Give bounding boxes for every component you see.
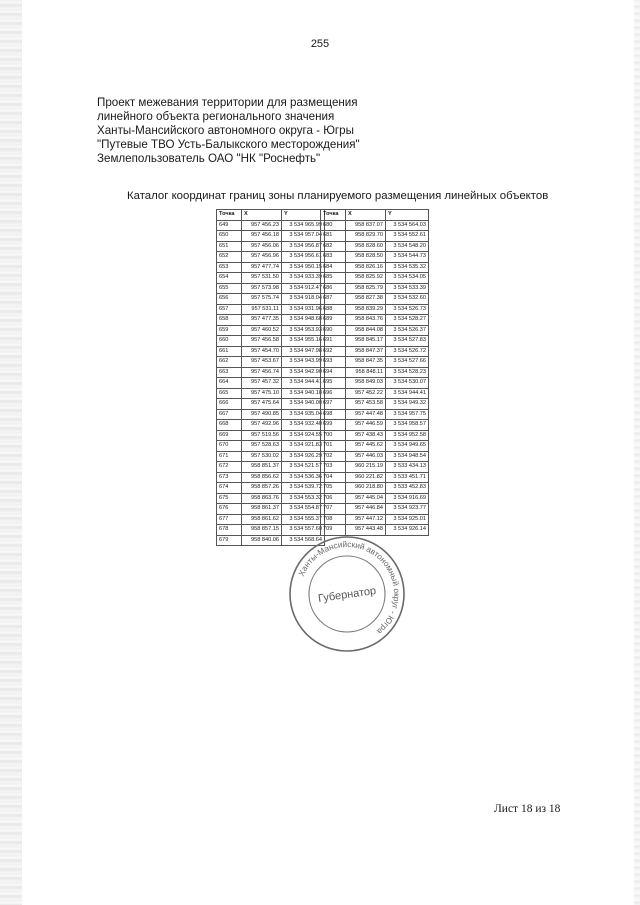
y-coordinate-cell: 3 534 564.03 [386,220,429,231]
table-row [217,262,325,273]
point-number-cell: 652 [217,252,242,263]
x-coordinate-cell: 957 456.96 [242,252,282,263]
point-number-cell: 670 [217,441,242,452]
x-coordinate-cell: 957 453.58 [346,399,386,410]
y-coordinate-cell: 3 534 935.04 [282,409,325,420]
y-coordinate-cell: 3 534 949.32 [386,399,429,410]
point-number-cell: 683 [321,252,346,263]
x-coordinate-cell: 957 530.02 [242,451,282,462]
point-number-cell: 681 [321,231,346,242]
table-row [321,451,429,462]
y-coordinate-cell: 3 534 552.61 [386,231,429,242]
table-row [321,378,429,389]
x-coordinate-cell: 960 221.82 [346,472,386,483]
x-coordinate-cell: 958 857.15 [242,525,282,536]
x-coordinate-cell: 958 849.03 [346,378,386,389]
point-number-cell: 665 [217,388,242,399]
table-row [217,283,325,294]
catalog-title: Каталог координат границ зоны планируемого размещения линейных объектов [127,190,549,202]
point-number-cell: 677 [217,514,242,525]
table-row [321,388,429,399]
x-coordinate-cell: 957 446.84 [346,504,386,515]
x-coordinate-cell: 957 477.74 [242,262,282,273]
x-coordinate-cell: 958 847.37 [346,346,386,357]
x-coordinate-cell: 957 492.96 [242,420,282,431]
y-coordinate-cell: 3 534 534.05 [386,273,429,284]
point-number-cell: 704 [321,472,346,483]
y-coordinate-cell: 3 534 957.04 [282,231,325,242]
table-row [217,336,325,347]
x-coordinate-cell: 957 446.59 [346,420,386,431]
x-coordinate-cell: 957 445.62 [346,441,386,452]
x-coordinate-cell: 957 456.18 [242,231,282,242]
y-coordinate-cell: 3 534 950.15 [282,262,325,273]
header-line: Землепользователь ОАО "НК "Роснефть" [97,152,321,165]
point-number-cell: 651 [217,241,242,252]
table-row [321,441,429,452]
point-number-cell: 672 [217,462,242,473]
table-row [217,388,325,399]
y-coordinate-cell: 3 534 557.60 [282,525,325,536]
y-coordinate-cell: 3 534 949.65 [386,441,429,452]
table-row [321,304,429,315]
x-coordinate-cell: 957 475.10 [242,388,282,399]
y-coordinate-cell: 3 534 943.99 [282,357,325,368]
x-coordinate-cell: 958 863.76 [242,493,282,504]
column-header-x: X [242,210,282,221]
x-coordinate-cell: 957 454.70 [242,346,282,357]
table-row [217,346,325,357]
coordinates-table-left [216,209,325,546]
table-row [321,462,429,473]
y-coordinate-cell: 3 534 925.01 [386,514,429,525]
y-coordinate-cell: 3 534 527.83 [386,336,429,347]
table-row [217,367,325,378]
y-coordinate-cell: 3 534 931.96 [282,304,325,315]
y-coordinate-cell: 3 534 526.73 [386,304,429,315]
seal-ring-text: Ханты-Мансийский автономный округ - Югра [296,539,402,636]
point-number-cell: 669 [217,430,242,441]
column-header-y: Y [386,210,429,221]
point-number-cell: 666 [217,399,242,410]
x-coordinate-cell: 957 531.50 [242,273,282,284]
point-number-cell: 706 [321,493,346,504]
table-row [321,409,429,420]
point-number-cell: 680 [321,220,346,231]
y-coordinate-cell: 3 533 434.13 [386,462,429,473]
x-coordinate-cell: 958 828.60 [346,241,386,252]
point-number-cell: 691 [321,336,346,347]
point-number-cell: 692 [321,346,346,357]
y-coordinate-cell: 3 534 944.41 [282,378,325,389]
page-number: 255 [310,38,330,50]
point-number-cell: 690 [321,325,346,336]
x-coordinate-cell: 957 447.48 [346,409,386,420]
x-coordinate-cell: 958 861.62 [242,514,282,525]
table-row [321,325,429,336]
column-header-y: Y [282,210,325,221]
header-line: Проект межевания территории для размещения [97,96,358,109]
table-row [217,273,325,284]
x-coordinate-cell: 957 531.11 [242,304,282,315]
table-header-row [217,210,325,221]
y-coordinate-cell: 3 534 916.69 [386,493,429,504]
table-row [217,514,325,525]
table-row [217,409,325,420]
x-coordinate-cell: 957 456.74 [242,367,282,378]
table-row [321,262,429,273]
point-number-cell: 657 [217,304,242,315]
table-row [321,315,429,326]
x-coordinate-cell: 957 456.58 [242,336,282,347]
table-row [217,441,325,452]
point-number-cell: 649 [217,220,242,231]
y-coordinate-cell: 3 534 921.83 [282,441,325,452]
y-coordinate-cell: 3 534 932.40 [282,420,325,431]
point-number-cell: 674 [217,483,242,494]
y-coordinate-cell: 3 534 532.60 [386,294,429,305]
x-coordinate-cell: 958 847.35 [346,357,386,368]
point-number-cell: 698 [321,409,346,420]
sheet-number-label: Лист 18 из 18 [494,803,561,815]
x-coordinate-cell: 957 452.22 [346,388,386,399]
column-header-x: X [346,210,386,221]
point-number-cell: 656 [217,294,242,305]
point-number-cell: 671 [217,451,242,462]
x-coordinate-cell: 957 443.48 [346,525,386,536]
y-coordinate-cell: 3 534 956.61 [282,252,325,263]
point-number-cell: 688 [321,304,346,315]
y-coordinate-cell: 3 534 912.47 [282,283,325,294]
x-coordinate-cell: 958 844.08 [346,325,386,336]
x-coordinate-cell: 958 856.62 [242,472,282,483]
y-coordinate-cell: 3 534 924.55 [282,430,325,441]
point-number-cell: 702 [321,451,346,462]
point-number-cell: 705 [321,483,346,494]
x-coordinate-cell: 958 826.16 [346,262,386,273]
column-header-point: Точка [321,210,346,221]
scan-edge-left [0,0,22,905]
x-coordinate-cell: 960 218.80 [346,483,386,494]
table-row [321,430,429,441]
y-coordinate-cell: 3 533 452.83 [386,483,429,494]
y-coordinate-cell: 3 534 940.00 [282,399,325,410]
x-coordinate-cell: 958 861.37 [242,504,282,515]
x-coordinate-cell: 957 447.12 [346,514,386,525]
x-coordinate-cell: 958 857.26 [242,483,282,494]
point-number-cell: 684 [321,262,346,273]
point-number-cell: 661 [217,346,242,357]
x-coordinate-cell: 957 490.85 [242,409,282,420]
point-number-cell: 693 [321,357,346,368]
x-coordinate-cell: 958 827.38 [346,294,386,305]
point-number-cell: 650 [217,231,242,242]
table-row [321,472,429,483]
point-number-cell: 664 [217,378,242,389]
y-coordinate-cell: 3 534 958.57 [386,420,429,431]
point-number-cell: 658 [217,315,242,326]
x-coordinate-cell: 958 843.76 [346,315,386,326]
point-number-cell: 703 [321,462,346,473]
y-coordinate-cell: 3 534 528.27 [386,315,429,326]
point-number-cell: 662 [217,357,242,368]
y-coordinate-cell: 3 534 923.77 [386,504,429,515]
y-coordinate-cell: 3 534 933.39 [282,273,325,284]
x-coordinate-cell: 957 575.74 [242,294,282,305]
point-number-cell: 707 [321,504,346,515]
point-number-cell: 686 [321,283,346,294]
point-number-cell: 675 [217,493,242,504]
x-coordinate-cell: 958 851.37 [242,462,282,473]
y-coordinate-cell: 3 534 568.64 [282,535,325,546]
table-row [217,220,325,231]
x-coordinate-cell: 957 528.63 [242,441,282,452]
y-coordinate-cell: 3 534 539.72 [282,483,325,494]
table-row [321,283,429,294]
point-number-cell: 701 [321,441,346,452]
x-coordinate-cell: 960 215.19 [346,462,386,473]
official-seal [287,534,407,654]
y-coordinate-cell: 3 534 554.87 [282,504,325,515]
table-row [217,451,325,462]
x-coordinate-cell: 957 438.43 [346,430,386,441]
table-row [217,399,325,410]
point-number-cell: 700 [321,430,346,441]
table-row [217,357,325,368]
table-row [217,430,325,441]
y-coordinate-cell: 3 534 530.07 [386,378,429,389]
y-coordinate-cell: 3 534 948.68 [282,315,325,326]
y-coordinate-cell: 3 534 918.04 [282,294,325,305]
header-line: Ханты-Мансийского автономного округа - Югры [97,124,354,137]
x-coordinate-cell: 958 825.92 [346,273,386,284]
x-coordinate-cell: 957 573.98 [242,283,282,294]
table-row [217,231,325,242]
y-coordinate-cell: 3 534 955.16 [282,336,325,347]
header-line: "Путевые ТВО Усть-Балыкского месторождения" [97,138,360,151]
table-row [321,220,429,231]
point-number-cell: 663 [217,367,242,378]
y-coordinate-cell: 3 533 451.71 [386,472,429,483]
x-coordinate-cell: 958 840.06 [242,535,282,546]
point-number-cell: 689 [321,315,346,326]
table-row [217,315,325,326]
x-coordinate-cell: 957 460.52 [242,325,282,336]
point-number-cell: 694 [321,367,346,378]
y-coordinate-cell: 3 534 535.32 [386,262,429,273]
y-coordinate-cell: 3 534 521.57 [282,462,325,473]
point-number-cell: 653 [217,262,242,273]
point-number-cell: 685 [321,273,346,284]
table-row [217,472,325,483]
table-header-row [321,210,429,221]
y-coordinate-cell: 3 534 956.87 [282,241,325,252]
y-coordinate-cell: 3 534 553.32 [282,493,325,504]
table-row [217,294,325,305]
x-coordinate-cell: 958 845.17 [346,336,386,347]
point-number-cell: 668 [217,420,242,431]
y-coordinate-cell: 3 534 926.14 [386,525,429,536]
y-coordinate-cell: 3 534 536.36 [282,472,325,483]
table-row [321,294,429,305]
table-row [321,514,429,525]
table-row [217,252,325,263]
y-coordinate-cell: 3 534 957.75 [386,409,429,420]
x-coordinate-cell: 958 839.29 [346,304,386,315]
table-row [321,336,429,347]
x-coordinate-cell: 957 456.23 [242,220,282,231]
table-row [217,483,325,494]
x-coordinate-cell: 958 828.50 [346,252,386,263]
table-row [321,399,429,410]
table-row [321,346,429,357]
point-number-cell: 667 [217,409,242,420]
table-row [321,493,429,504]
y-coordinate-cell: 3 534 948.54 [386,451,429,462]
y-coordinate-cell: 3 534 965.99 [282,220,325,231]
y-coordinate-cell: 3 534 952.58 [386,430,429,441]
x-coordinate-cell: 957 457.32 [242,378,282,389]
y-coordinate-cell: 3 534 526.72 [386,346,429,357]
table-row [321,252,429,263]
column-header-point: Точка [217,210,242,221]
y-coordinate-cell: 3 534 947.98 [282,346,325,357]
point-number-cell: 697 [321,399,346,410]
point-number-cell: 709 [321,525,346,536]
coordinates-table-right [320,209,429,536]
x-coordinate-cell: 958 848.11 [346,367,386,378]
table-row [321,483,429,494]
header-line: линейного объекта регионального значения [97,110,335,123]
point-number-cell: 660 [217,336,242,347]
x-coordinate-cell: 958 837.07 [346,220,386,231]
y-coordinate-cell: 3 534 526.37 [386,325,429,336]
y-coordinate-cell: 3 534 548.20 [386,241,429,252]
point-number-cell: 676 [217,504,242,515]
x-coordinate-cell: 957 446.03 [346,451,386,462]
y-coordinate-cell: 3 534 953.93 [282,325,325,336]
table-row [321,367,429,378]
table-row [321,357,429,368]
y-coordinate-cell: 3 534 528.23 [386,367,429,378]
table-row [217,462,325,473]
table-row [321,420,429,431]
point-number-cell: 708 [321,514,346,525]
table-row [217,378,325,389]
point-number-cell: 699 [321,420,346,431]
x-coordinate-cell: 957 453.67 [242,357,282,368]
table-row [217,504,325,515]
point-number-cell: 695 [321,378,346,389]
point-number-cell: 679 [217,535,242,546]
x-coordinate-cell: 958 825.79 [346,283,386,294]
point-number-cell: 673 [217,472,242,483]
point-number-cell: 655 [217,283,242,294]
table-row [321,231,429,242]
x-coordinate-cell: 958 829.70 [346,231,386,242]
project-header [97,96,537,166]
x-coordinate-cell: 957 477.35 [242,315,282,326]
y-coordinate-cell: 3 534 544.73 [386,252,429,263]
point-number-cell: 678 [217,525,242,536]
table-row [217,304,325,315]
x-coordinate-cell: 957 456.06 [242,241,282,252]
table-row [321,273,429,284]
table-row [217,241,325,252]
x-coordinate-cell: 957 445.04 [346,493,386,504]
y-coordinate-cell: 3 534 940.18 [282,388,325,399]
y-coordinate-cell: 3 534 555.37 [282,514,325,525]
point-number-cell: 659 [217,325,242,336]
point-number-cell: 682 [321,241,346,252]
y-coordinate-cell: 3 534 527.66 [386,357,429,368]
y-coordinate-cell: 3 534 942.90 [282,367,325,378]
table-row [321,241,429,252]
point-number-cell: 654 [217,273,242,284]
table-row [321,504,429,515]
x-coordinate-cell: 957 519.56 [242,430,282,441]
table-row [217,493,325,504]
table-row [217,420,325,431]
scan-edge-right [634,0,640,905]
y-coordinate-cell: 3 534 944.41 [386,388,429,399]
y-coordinate-cell: 3 534 533.39 [386,283,429,294]
table-row [217,325,325,336]
x-coordinate-cell: 957 475.64 [242,399,282,410]
seal-center-text: Губернатор [317,584,377,605]
point-number-cell: 696 [321,388,346,399]
y-coordinate-cell: 3 534 926.29 [282,451,325,462]
point-number-cell: 687 [321,294,346,305]
